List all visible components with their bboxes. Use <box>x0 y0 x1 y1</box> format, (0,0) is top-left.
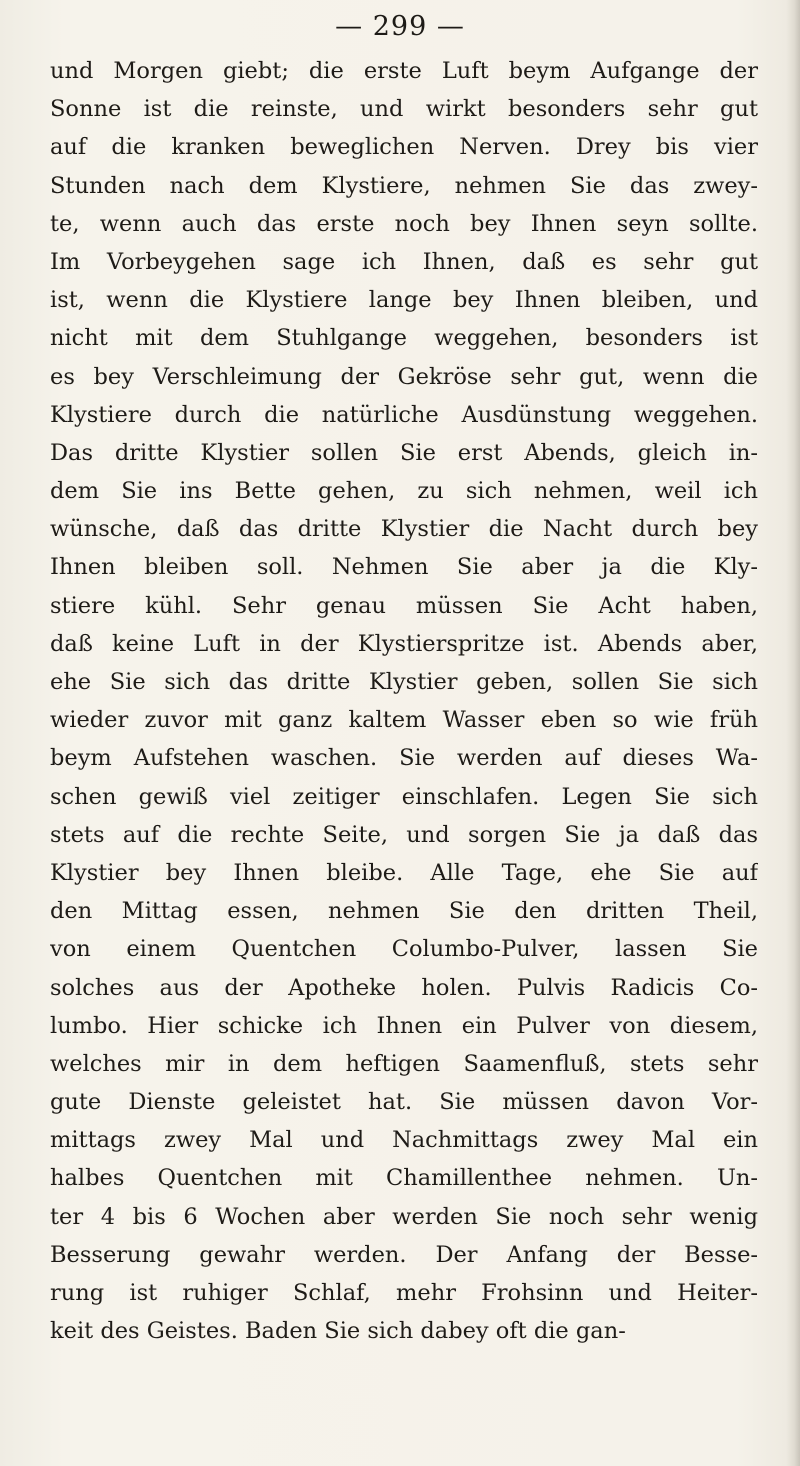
text-line: rung ist ruhiger Schlaf, mehr Frohsinn und Heiter- <box>50 1280 758 1306</box>
text-line: wünsche, daß das dritte Klystier die Nacht durch bey <box>50 516 758 543</box>
text-line: halbes Quentchen mit Chamillenthee nehmen. Un- <box>50 1165 758 1192</box>
text-line: keit des Geistes. Baden Sie sich dabey oft die gan- <box>50 1318 626 1345</box>
text-line: Klystiere durch die natürliche Ausdünstung weggehen. <box>50 401 758 428</box>
body-text <box>50 52 758 1350</box>
text-line: von einem Quentchen Columbo-Pulver, lassen Sie <box>50 936 758 963</box>
page-fold-shadow <box>786 0 800 1466</box>
text-line: ist, wenn die Klystiere lange bey Ihnen bleiben, und <box>50 287 758 314</box>
text-line: Im Vorbeygehen sage ich Ihnen, daß es sehr gut <box>50 248 758 275</box>
text-line: stiere kühl. Sehr genau müssen Sie Acht haben, <box>50 592 758 619</box>
text-line: wieder zuvor mit ganz kaltem Wasser eben so wie früh <box>50 707 758 734</box>
text-line: es bey Verschleimung der Gekröse sehr gut, wenn die <box>50 363 758 390</box>
text-line: Stunden nach dem Klystiere, nehmen Sie das zwey- <box>50 172 758 199</box>
text-line: und Morgen giebt; die erste Luft beym Aufgange der <box>50 58 758 84</box>
text-line: Klystier bey Ihnen bleibe. Alle Tage, ehe Sie auf <box>50 859 758 886</box>
text-line: solches aus der Apotheke holen. Pulvis Radicis Co- <box>50 974 758 1001</box>
text-line: Das dritte Klystier sollen Sie erst Abends, gleich in- <box>50 439 758 466</box>
text-line: beym Aufstehen waschen. Sie werden auf dieses Wa- <box>50 745 758 772</box>
text-line: den Mittag essen, nehmen Sie den dritten Theil, <box>50 898 758 925</box>
text-line: mittags zwey Mal und Nachmittags zwey Mal ein <box>50 1127 758 1154</box>
text-line: schen gewiß viel zeitiger einschlafen. Legen Sie sich <box>50 783 758 810</box>
text-line: Ihnen bleiben soll. Nehmen Sie aber ja die Kly- <box>50 554 758 581</box>
text-line: welches mir in dem heftigen Saamenfluß, stets sehr <box>50 1050 758 1077</box>
text-line: nicht mit dem Stuhlgange weggehen, besonders ist <box>50 325 758 352</box>
text-line: stets auf die rechte Seite, und sorgen Sie ja daß das <box>50 821 758 848</box>
text-line: Sonne ist die reinste, und wirkt besonders sehr gut <box>50 96 758 123</box>
text-line: Besserung gewahr werden. Der Anfang der Besse- <box>50 1241 758 1268</box>
page-number: — 299 — <box>335 11 465 42</box>
text-line: auf die kranken beweglichen Nerven. Drey bis vier <box>50 134 758 161</box>
text-line: te, wenn auch das erste noch bey Ihnen seyn sollte. <box>50 210 758 237</box>
text-line: dem Sie ins Bette gehen, zu sich nehmen, weil ich <box>50 478 758 505</box>
text-line: gute Dienste geleistet hat. Sie müssen davon Vor- <box>50 1089 758 1116</box>
text-line: daß keine Luft in der Klystierspritze ist. Abends aber, <box>50 630 758 657</box>
text-line: ter 4 bis 6 Wochen aber werden Sie noch sehr wenig <box>50 1203 758 1230</box>
text-line: lumbo. Hier schicke ich Ihnen ein Pulver von diesem, <box>50 1012 758 1039</box>
text-line: ehe Sie sich das dritte Klystier geben, sollen Sie sich <box>50 669 758 695</box>
